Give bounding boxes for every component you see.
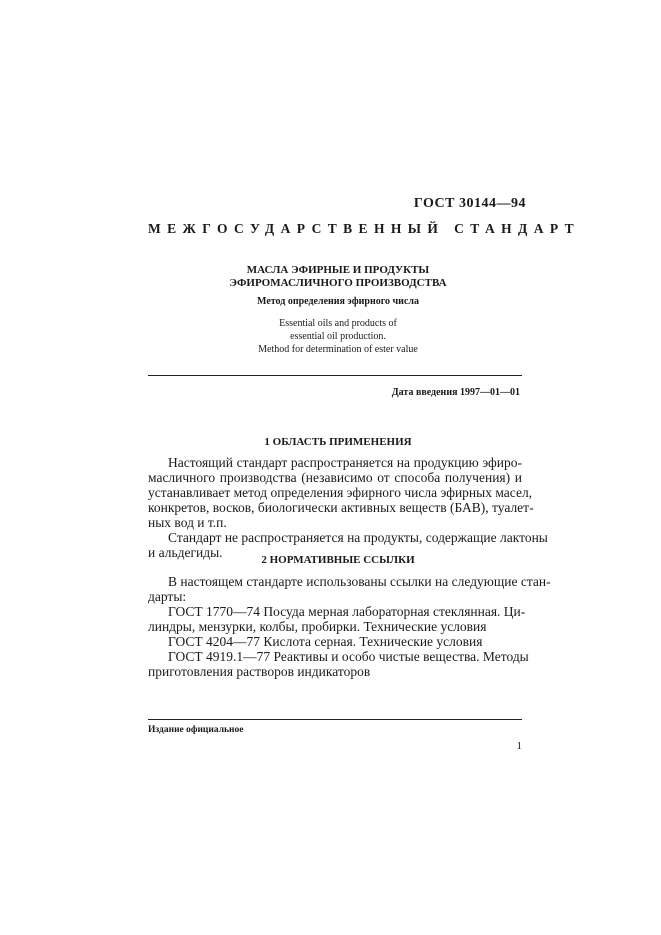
gost-number: ГОСТ 30144—94 xyxy=(413,196,526,211)
references-line: дарты: xyxy=(148,589,187,604)
official-edition-label: Издание официальное xyxy=(148,725,244,735)
section-heading-scope: 1 ОБЛАСТЬ ПРИМЕНЕНИЯ xyxy=(264,436,412,448)
scope-line: конкретов, восков, биологически активных веществ (БАВ), туалет- xyxy=(148,500,534,515)
references-line: ГОСТ 1770—74 Посуда мерная лабораторная стеклянная. Ци- xyxy=(168,604,526,619)
section-heading-references: 2 НОРМАТИВНЫЕ ССЫЛКИ xyxy=(261,554,415,566)
references-line: приготовления растворов индикаторов xyxy=(148,664,371,679)
english-title-line-3: Method for determination of ester value xyxy=(258,344,418,355)
top-rule xyxy=(148,375,522,376)
scope-line: и альдегиды. xyxy=(148,545,223,560)
scope-line: Стандарт не распространяется на продукты, содержащие лактоны xyxy=(168,530,548,545)
method-title: Метод определения эфирного числа xyxy=(257,296,419,307)
references-line: В настоящем стандарте использованы ссылки на следующие стан- xyxy=(168,574,551,589)
references-line: линдры, мензурки, колбы, пробирки. Технические условия xyxy=(148,619,487,634)
standard-type: МЕЖГОСУДАРСТВЕННЫЙ СТАНДАРТ xyxy=(148,221,581,236)
scope-line: ных вод и т.п. xyxy=(148,515,227,530)
page-number: 1 xyxy=(516,740,522,752)
footer-rule xyxy=(148,719,522,720)
document-title-line-1: МАСЛА ЭФИРНЫЕ И ПРОДУКТЫ xyxy=(246,264,430,276)
references-line: ГОСТ 4204—77 Кислота серная. Технические условия xyxy=(168,634,483,649)
english-title-line-2: essential oil production. xyxy=(290,331,386,342)
intro-date: Дата введения 1997—01—01 xyxy=(391,387,520,398)
scope-line: Настоящий стандарт распространяется на продукцию эфиро- xyxy=(168,455,522,470)
scope-line: масличного производства (независимо от способа получения) и xyxy=(148,470,522,485)
document-title-line-2: ЭФИРОМАСЛИЧНОГО ПРОИЗВОДСТВА xyxy=(229,277,447,289)
scope-line: устанавливает метод определения эфирного числа эфирных масел, xyxy=(148,485,533,500)
references-line: ГОСТ 4919.1—77 Реактивы и особо чистые вещества. Методы xyxy=(168,649,529,664)
english-title-line-1: Essential oils and products of xyxy=(279,318,397,329)
